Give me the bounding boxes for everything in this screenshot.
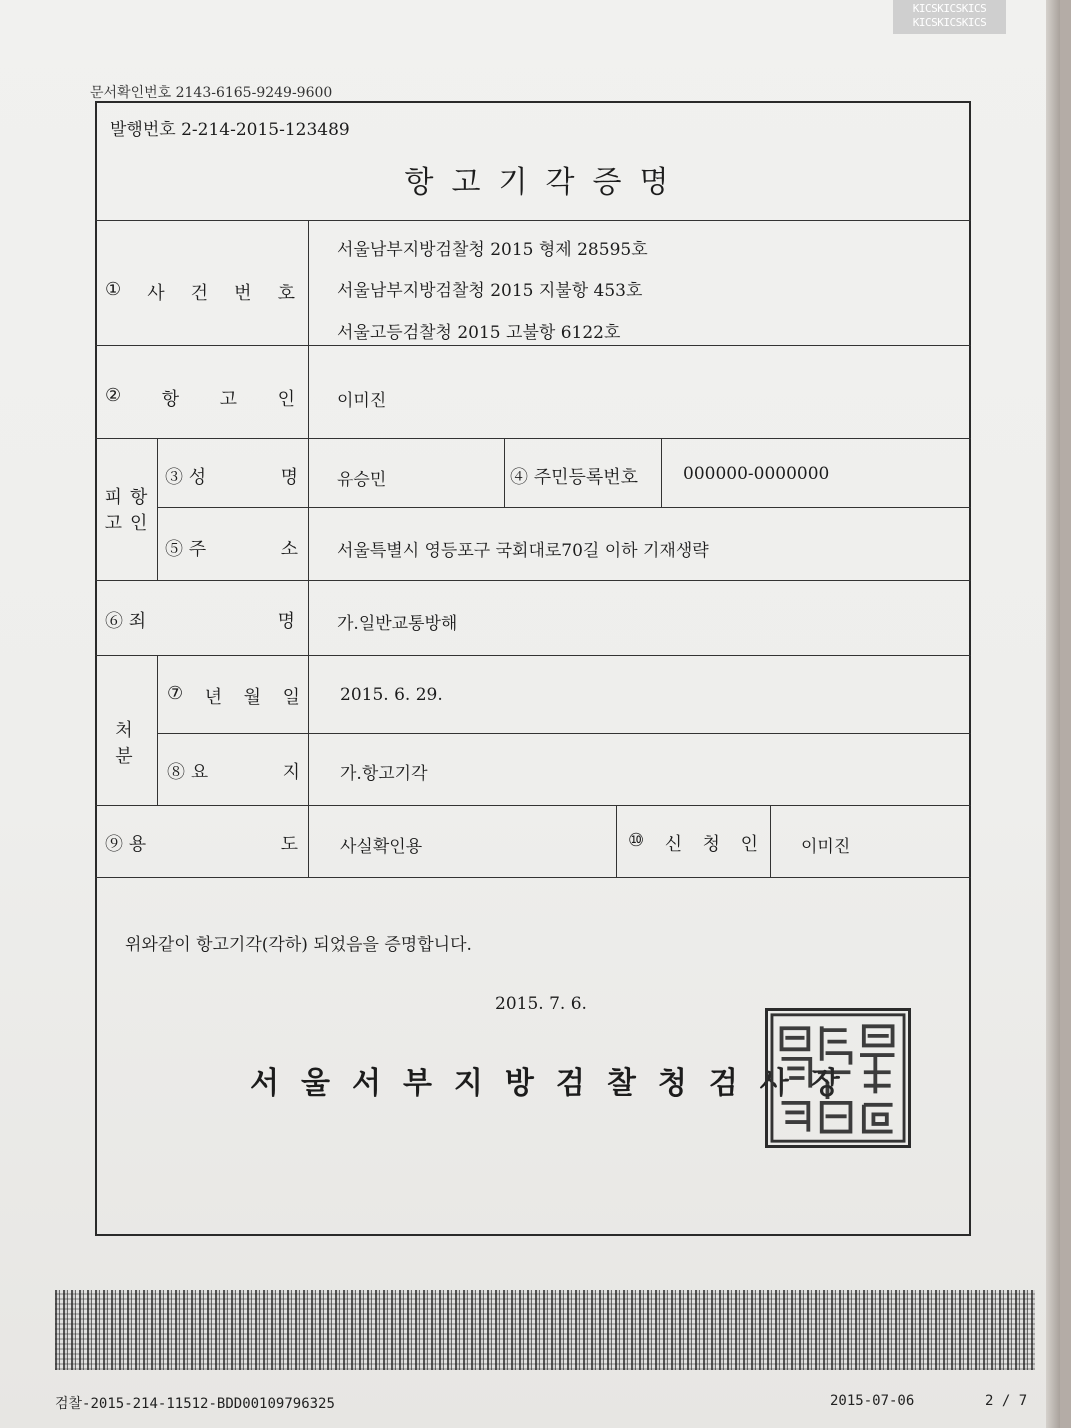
page-number: 2 / 7 <box>985 1393 1028 1409</box>
rule <box>95 655 971 656</box>
rule <box>770 805 771 877</box>
rule <box>308 220 309 877</box>
confirm-number: 문서확인번호 2143-6165-9249-9600 <box>90 85 333 101</box>
document-title: 항고기각증명 <box>404 165 687 200</box>
issuer-name: 서울서부지방검찰청검사장 <box>250 1066 862 1101</box>
case-number-1: 서울남부지방검찰청 2015 형제 28595호 <box>337 240 648 260</box>
label-offense: ⑥ 죄 명 <box>105 611 295 632</box>
corner-mark: KICSKICSKICS KICSKICSKICS <box>893 0 1006 34</box>
label-appellant: ② 항 고 인 <box>105 385 295 410</box>
label-name: ③ 성 명 <box>165 467 298 488</box>
issue-number: 발행번호 2-214-2015-123489 <box>110 120 350 140</box>
paper-edge <box>1046 0 1060 1428</box>
applicant-value: 이미진 <box>801 837 851 857</box>
label-gist: ⑧ 요 지 <box>167 762 300 783</box>
rule <box>157 733 971 734</box>
case-number-2: 서울남부지방검찰청 2015 지불항 453호 <box>337 281 643 301</box>
rule <box>95 220 971 221</box>
name-value: 유승민 <box>337 470 387 490</box>
label-applicant: ⑩ 신 청 인 <box>628 830 758 855</box>
label-respondent: 피항 고인 <box>104 487 156 534</box>
security-barcode <box>55 1290 1035 1370</box>
case-number-3: 서울고등검찰청 2015 고불항 6122호 <box>337 323 621 343</box>
rule <box>157 507 971 508</box>
label-address: ⑤ 주 소 <box>165 539 298 560</box>
label-purpose: ⑨ 용 도 <box>105 834 298 855</box>
official-seal <box>765 1008 911 1148</box>
certification-text: 위와같이 항고기각(각하) 되었음을 증명합니다. <box>125 935 472 955</box>
document-code: 검찰-2015-214-11512-BDD00109796325 <box>55 1396 335 1412</box>
label-date: ⑦ 년 월 일 <box>167 683 300 708</box>
label-case-number: ① 사 건 번 호 <box>105 279 295 304</box>
label-disposition: 처분 <box>115 720 147 767</box>
appellant-value: 이미진 <box>337 391 387 411</box>
print-date: 2015-07-06 <box>830 1393 915 1409</box>
rule <box>95 805 971 806</box>
purpose-value: 사실확인용 <box>340 837 423 857</box>
label-resident-number: ④ 주민등록번호 <box>510 467 639 488</box>
rule <box>95 877 971 878</box>
rule <box>95 345 971 346</box>
resident-number-value: 000000-0000000 <box>683 464 830 484</box>
address-value: 서울특별시 영등포구 국회대로70길 이하 기재생략 <box>337 541 709 561</box>
rule <box>504 438 505 507</box>
offense-value: 가.일반교통방해 <box>337 614 458 634</box>
gist-value: 가.항고기각 <box>340 764 428 784</box>
rule <box>661 438 662 507</box>
date-value: 2015. 6. 29. <box>340 685 443 705</box>
rule <box>95 438 971 439</box>
rule <box>616 805 617 877</box>
rule <box>157 655 158 805</box>
rule <box>95 580 971 581</box>
certification-date: 2015. 7. 6. <box>495 994 587 1014</box>
